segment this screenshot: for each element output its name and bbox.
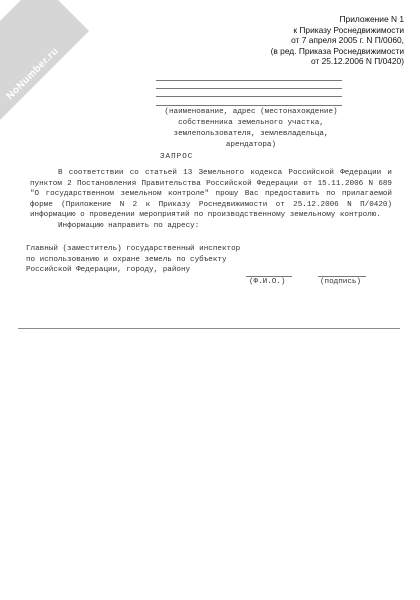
address-blank-line (156, 80, 342, 81)
address-blank-line (156, 88, 342, 89)
appendix-header (271, 14, 404, 67)
watermark-ribbon (0, 0, 89, 130)
inspector-line: Главный (заместитель) государственный инспектор (26, 245, 241, 253)
header-line: к Приказу Роснедвижимости (293, 24, 404, 35)
request-body (30, 168, 392, 232)
header-line: от 7 апреля 2005 г. N П/0060, (291, 35, 404, 46)
watermark-text: NoNumber.ru (4, 45, 62, 103)
inspector-line: по использованию и охране земель по субъекту (26, 255, 227, 264)
inspector-block (26, 244, 316, 276)
bottom-divider (18, 328, 400, 329)
caption-line: (наименование, адрес (местонахождение) (164, 108, 338, 116)
body-paragraph: Информацию направить по адресу: (58, 221, 200, 230)
address-blank-line (156, 96, 342, 97)
addressee-caption (156, 107, 346, 151)
header-line: (в ред. Приказа Роснедвижимости (270, 45, 404, 56)
body-paragraph: В соответствии со статьей 13 Земельного кодекса Российской Федерации и пунктом 2 Постановления Правительства Российской Федерации от 15.11.2006 N 689 "О государственном земельном контроле" прошу Вас предоставить по прилагаемой форме (Приложение N 2 к Приказу Роснедвижимости от 25.12.2006 N П/0420) информацию о проведении мероприятий по производственному земельному контролю. (30, 169, 392, 220)
address-blank-line (156, 105, 342, 106)
header-line: Приложение N 1 (339, 14, 404, 24)
fio-label: (Ф.И.О.) (249, 278, 286, 286)
inspector-line: Российской Федерации, городу, району (26, 266, 191, 274)
signature-label: (подпись) (320, 278, 362, 286)
caption-line: арендатора) (225, 141, 277, 149)
document-title: ЗАПРОС (160, 153, 194, 161)
caption-line: землепользователя, землевладельца, (173, 130, 329, 138)
header-line: от 25.12.2006 N П/0420) (310, 56, 404, 67)
caption-line: собственника земельного участка, (178, 119, 324, 127)
